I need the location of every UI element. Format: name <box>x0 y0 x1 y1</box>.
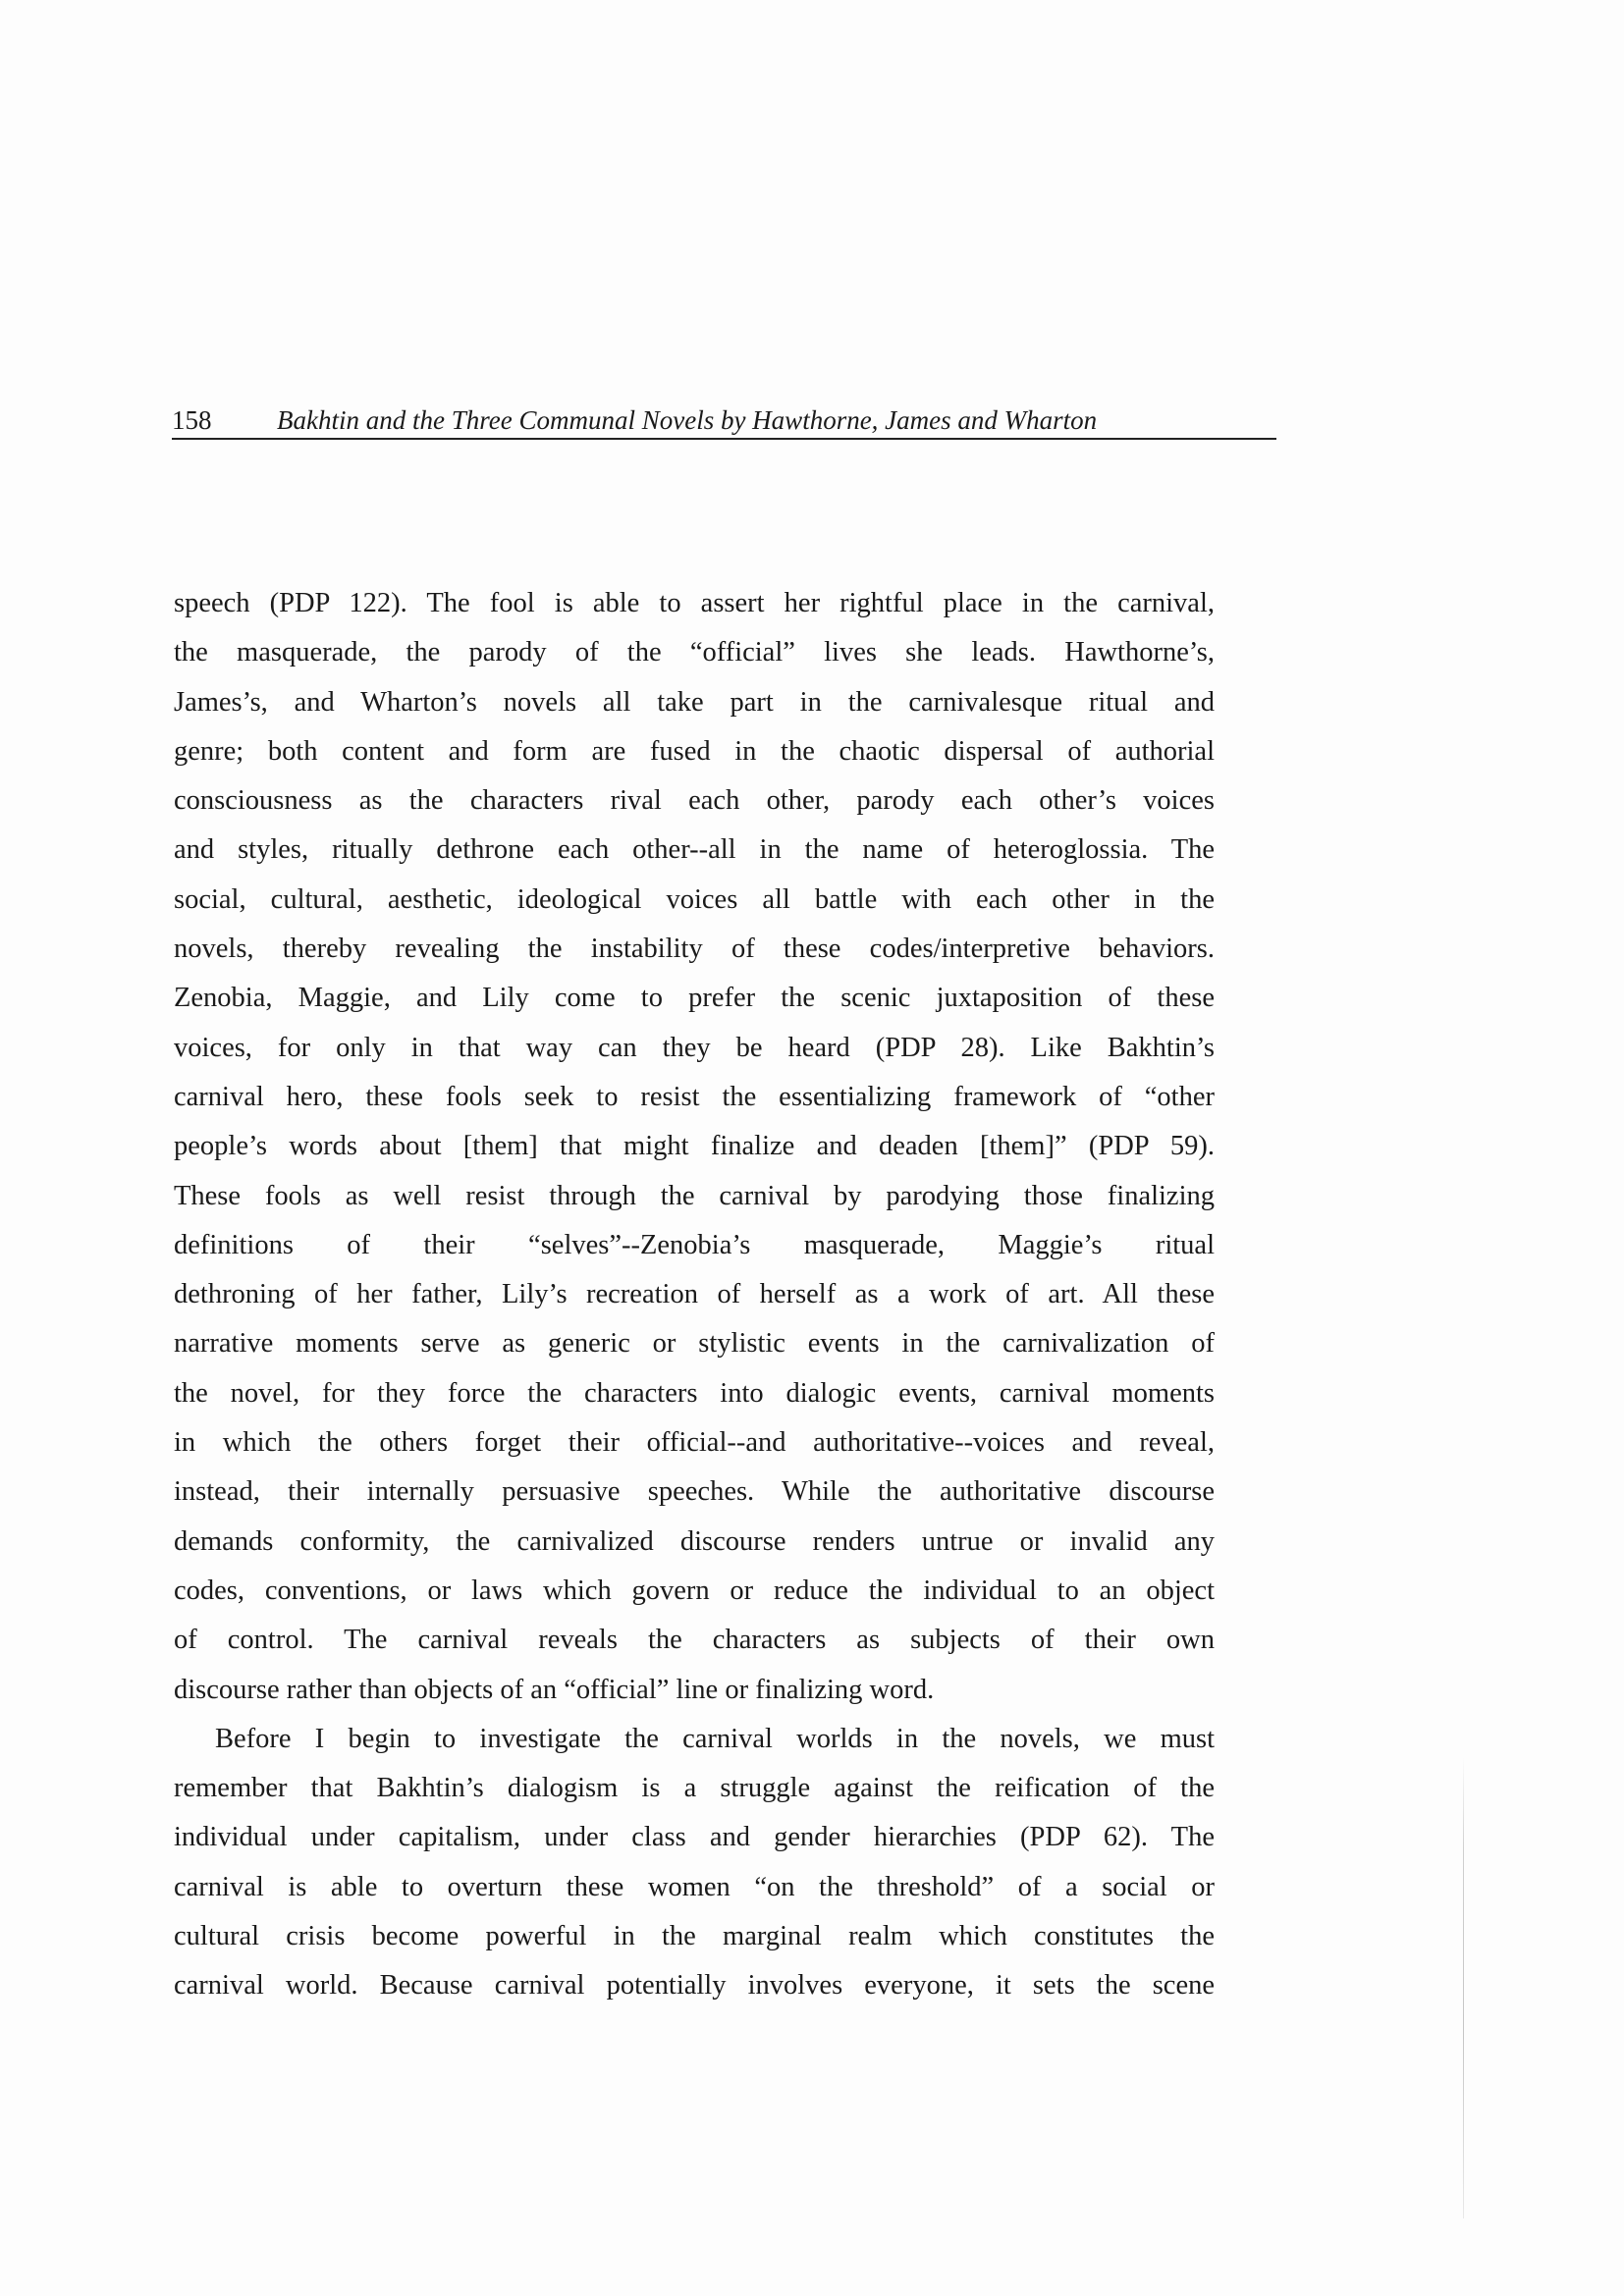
text-line: genre; both content and form are fused in the chaotic dispersal of authorial <box>174 735 1215 767</box>
paragraph-last-line: discourse rather than objects of an “official” line or finalizing word. <box>174 1674 935 1705</box>
running-title: Bakhtin and the Three Communal Novels by Hawthorne, James and Wharton <box>277 405 1098 435</box>
text-line: definitions of their “selves”--Zenobia’s masquerade, Maggie’s ritual <box>174 1229 1215 1260</box>
header-rule <box>172 438 1276 440</box>
text-line: voices, for only in that way can they be heard (PDP 28). Like Bakhtin’s <box>174 1032 1215 1063</box>
text-line: consciousness as the characters rival each other, parody each other’s voices <box>174 785 1215 817</box>
text-line: the masquerade, the parody of the “official” lives she leads. Hawthorne’s, <box>174 637 1215 668</box>
text-line: cultural crisis become powerful in the marginal realm which constitutes the <box>174 1921 1215 1952</box>
text-line: codes, conventions, or laws which govern or reduce the individual to an object <box>174 1575 1215 1606</box>
text-line: These fools as well resist through the carnival by parodying those finalizing <box>174 1180 1215 1211</box>
body-text <box>174 579 1215 2011</box>
text-line: remember that Bakhtin’s dialogism is a struggle against the reification of the <box>174 1773 1215 1804</box>
text-line: James’s, and Wharton’s novels all take part in the carnivalesque ritual and <box>174 686 1215 718</box>
text-line: narrative moments serve as generic or stylistic events in the carnivalization of <box>174 1328 1215 1360</box>
running-head <box>172 400 1276 440</box>
text-line: individual under capitalism, under class and gender hierarchies (PDP 62). The <box>174 1822 1215 1853</box>
text-line: and styles, ritually dethrone each other--all in the name of heteroglossia. The <box>174 834 1215 866</box>
text-line: in which the others forget their official--and authoritative--voices and reveal, <box>174 1427 1215 1459</box>
text-line: instead, their internally persuasive speeches. While the authoritative discourse <box>174 1476 1215 1508</box>
paragraph-first-line: Before I begin to investigate the carnival worlds in the novels, we must <box>215 1723 1215 1754</box>
text-line: novels, thereby revealing the instability of these codes/interpretive behaviors. <box>174 934 1215 965</box>
text-line: carnival is able to overturn these women “on the threshold” of a social or <box>174 1871 1215 1902</box>
text-line: the novel, for they force the characters into dialogic events, carnival moments <box>174 1377 1215 1409</box>
text-line: carnival hero, these fools seek to resist the essentializing framework of “other <box>174 1081 1215 1112</box>
text-line: demands conformity, the carnivalized discourse renders untrue or invalid any <box>174 1525 1215 1557</box>
text-line: dethroning of her father, Lily’s recreation of herself as a work of art. All these <box>174 1279 1215 1310</box>
text-line: people’s words about [them] that might finalize and deaden [them]” (PDP 59). <box>174 1131 1215 1162</box>
text-line: Zenobia, Maggie, and Lily come to prefer the scenic juxtaposition of these <box>174 983 1215 1014</box>
text-line: speech (PDP 122). The fool is able to assert her rightful place in the carnival, <box>174 588 1215 618</box>
text-line: carnival world. Because carnival potentially involves everyone, it sets the scene <box>174 1970 1215 2002</box>
scan-edge-mark <box>1463 1757 1464 2218</box>
text-line: of control. The carnival reveals the characters as subjects of their own <box>174 1625 1215 1656</box>
text-line: social, cultural, aesthetic, ideological voices all battle with each other in the <box>174 883 1215 915</box>
page-number: 158 <box>172 405 212 435</box>
